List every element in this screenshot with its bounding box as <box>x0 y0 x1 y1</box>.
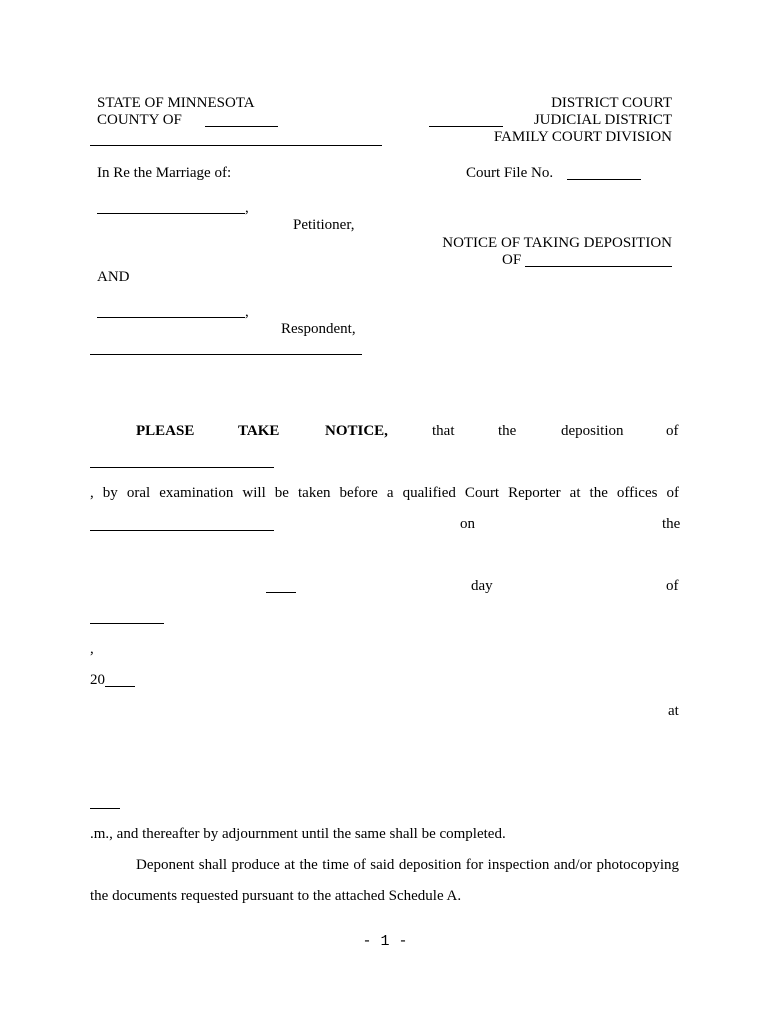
page-number: - 1 - <box>362 933 408 950</box>
body-word-please: PLEASE <box>136 423 195 439</box>
para2-line2: the documents requested pursuant to the attached Schedule A. <box>90 888 462 904</box>
body-word-of-2: of <box>666 578 679 594</box>
body-comma: , <box>90 641 94 657</box>
body-word-of: of <box>666 423 679 439</box>
month-blank[interactable] <box>90 623 164 624</box>
offices-blank[interactable] <box>90 530 274 531</box>
county-label: COUNTY OF <box>97 112 182 128</box>
notice-title-of: OF <box>502 252 522 268</box>
judicial-district-label: JUDICIAL DISTRICT <box>533 112 672 128</box>
and-label: AND <box>97 269 130 285</box>
body-line-oral-examination: , by oral examination will be taken before a qualified Court Reporter at the offices of <box>90 485 679 501</box>
body-word-the-2: the <box>662 516 681 532</box>
county-blank[interactable] <box>205 126 278 127</box>
notice-title-line1: NOTICE OF TAKING DEPOSITION <box>442 235 672 251</box>
body-word-that: that <box>432 423 455 439</box>
court-file-label: Court File No. <box>466 165 554 181</box>
day-blank[interactable] <box>266 592 296 593</box>
deponent-name-blank-header[interactable] <box>525 266 672 267</box>
respondent-comma: , <box>245 304 249 320</box>
petitioner-label: Petitioner, <box>293 217 355 233</box>
body-word-the: the <box>498 423 517 439</box>
body-word-take: TAKE <box>238 423 280 439</box>
year-blank[interactable] <box>105 686 135 687</box>
respondent-name-blank[interactable] <box>97 317 245 318</box>
respondent-label: Respondent, <box>281 321 356 337</box>
petitioner-name-blank[interactable] <box>97 213 245 214</box>
para2-line1: Deponent shall produce at the time of said deposition for inspection and/or photocopying <box>136 857 679 873</box>
body-word-notice: NOTICE, <box>325 423 388 439</box>
court-label: DISTRICT COURT <box>551 95 672 111</box>
body-word-at: at <box>668 703 679 719</box>
body-word-on: on <box>460 516 475 532</box>
year-prefix: 20 <box>90 672 105 688</box>
time-blank[interactable] <box>90 808 120 809</box>
header-rule-left <box>90 145 382 146</box>
caption-rule <box>90 354 362 355</box>
body-word-day: day <box>471 578 493 594</box>
in-re-label: In Re the Marriage of: <box>97 165 232 181</box>
court-file-blank[interactable] <box>567 179 641 180</box>
deponent-name-blank[interactable] <box>90 467 274 468</box>
petitioner-comma: , <box>245 200 249 216</box>
division-label: FAMILY COURT DIVISION <box>493 129 672 145</box>
state-label: STATE OF MINNESOTA <box>97 95 255 111</box>
body-line-adjournment: .m., and thereafter by adjournment until the same shall be completed. <box>90 826 506 842</box>
body-word-deposition: deposition <box>561 423 624 439</box>
district-blank[interactable] <box>429 126 503 127</box>
